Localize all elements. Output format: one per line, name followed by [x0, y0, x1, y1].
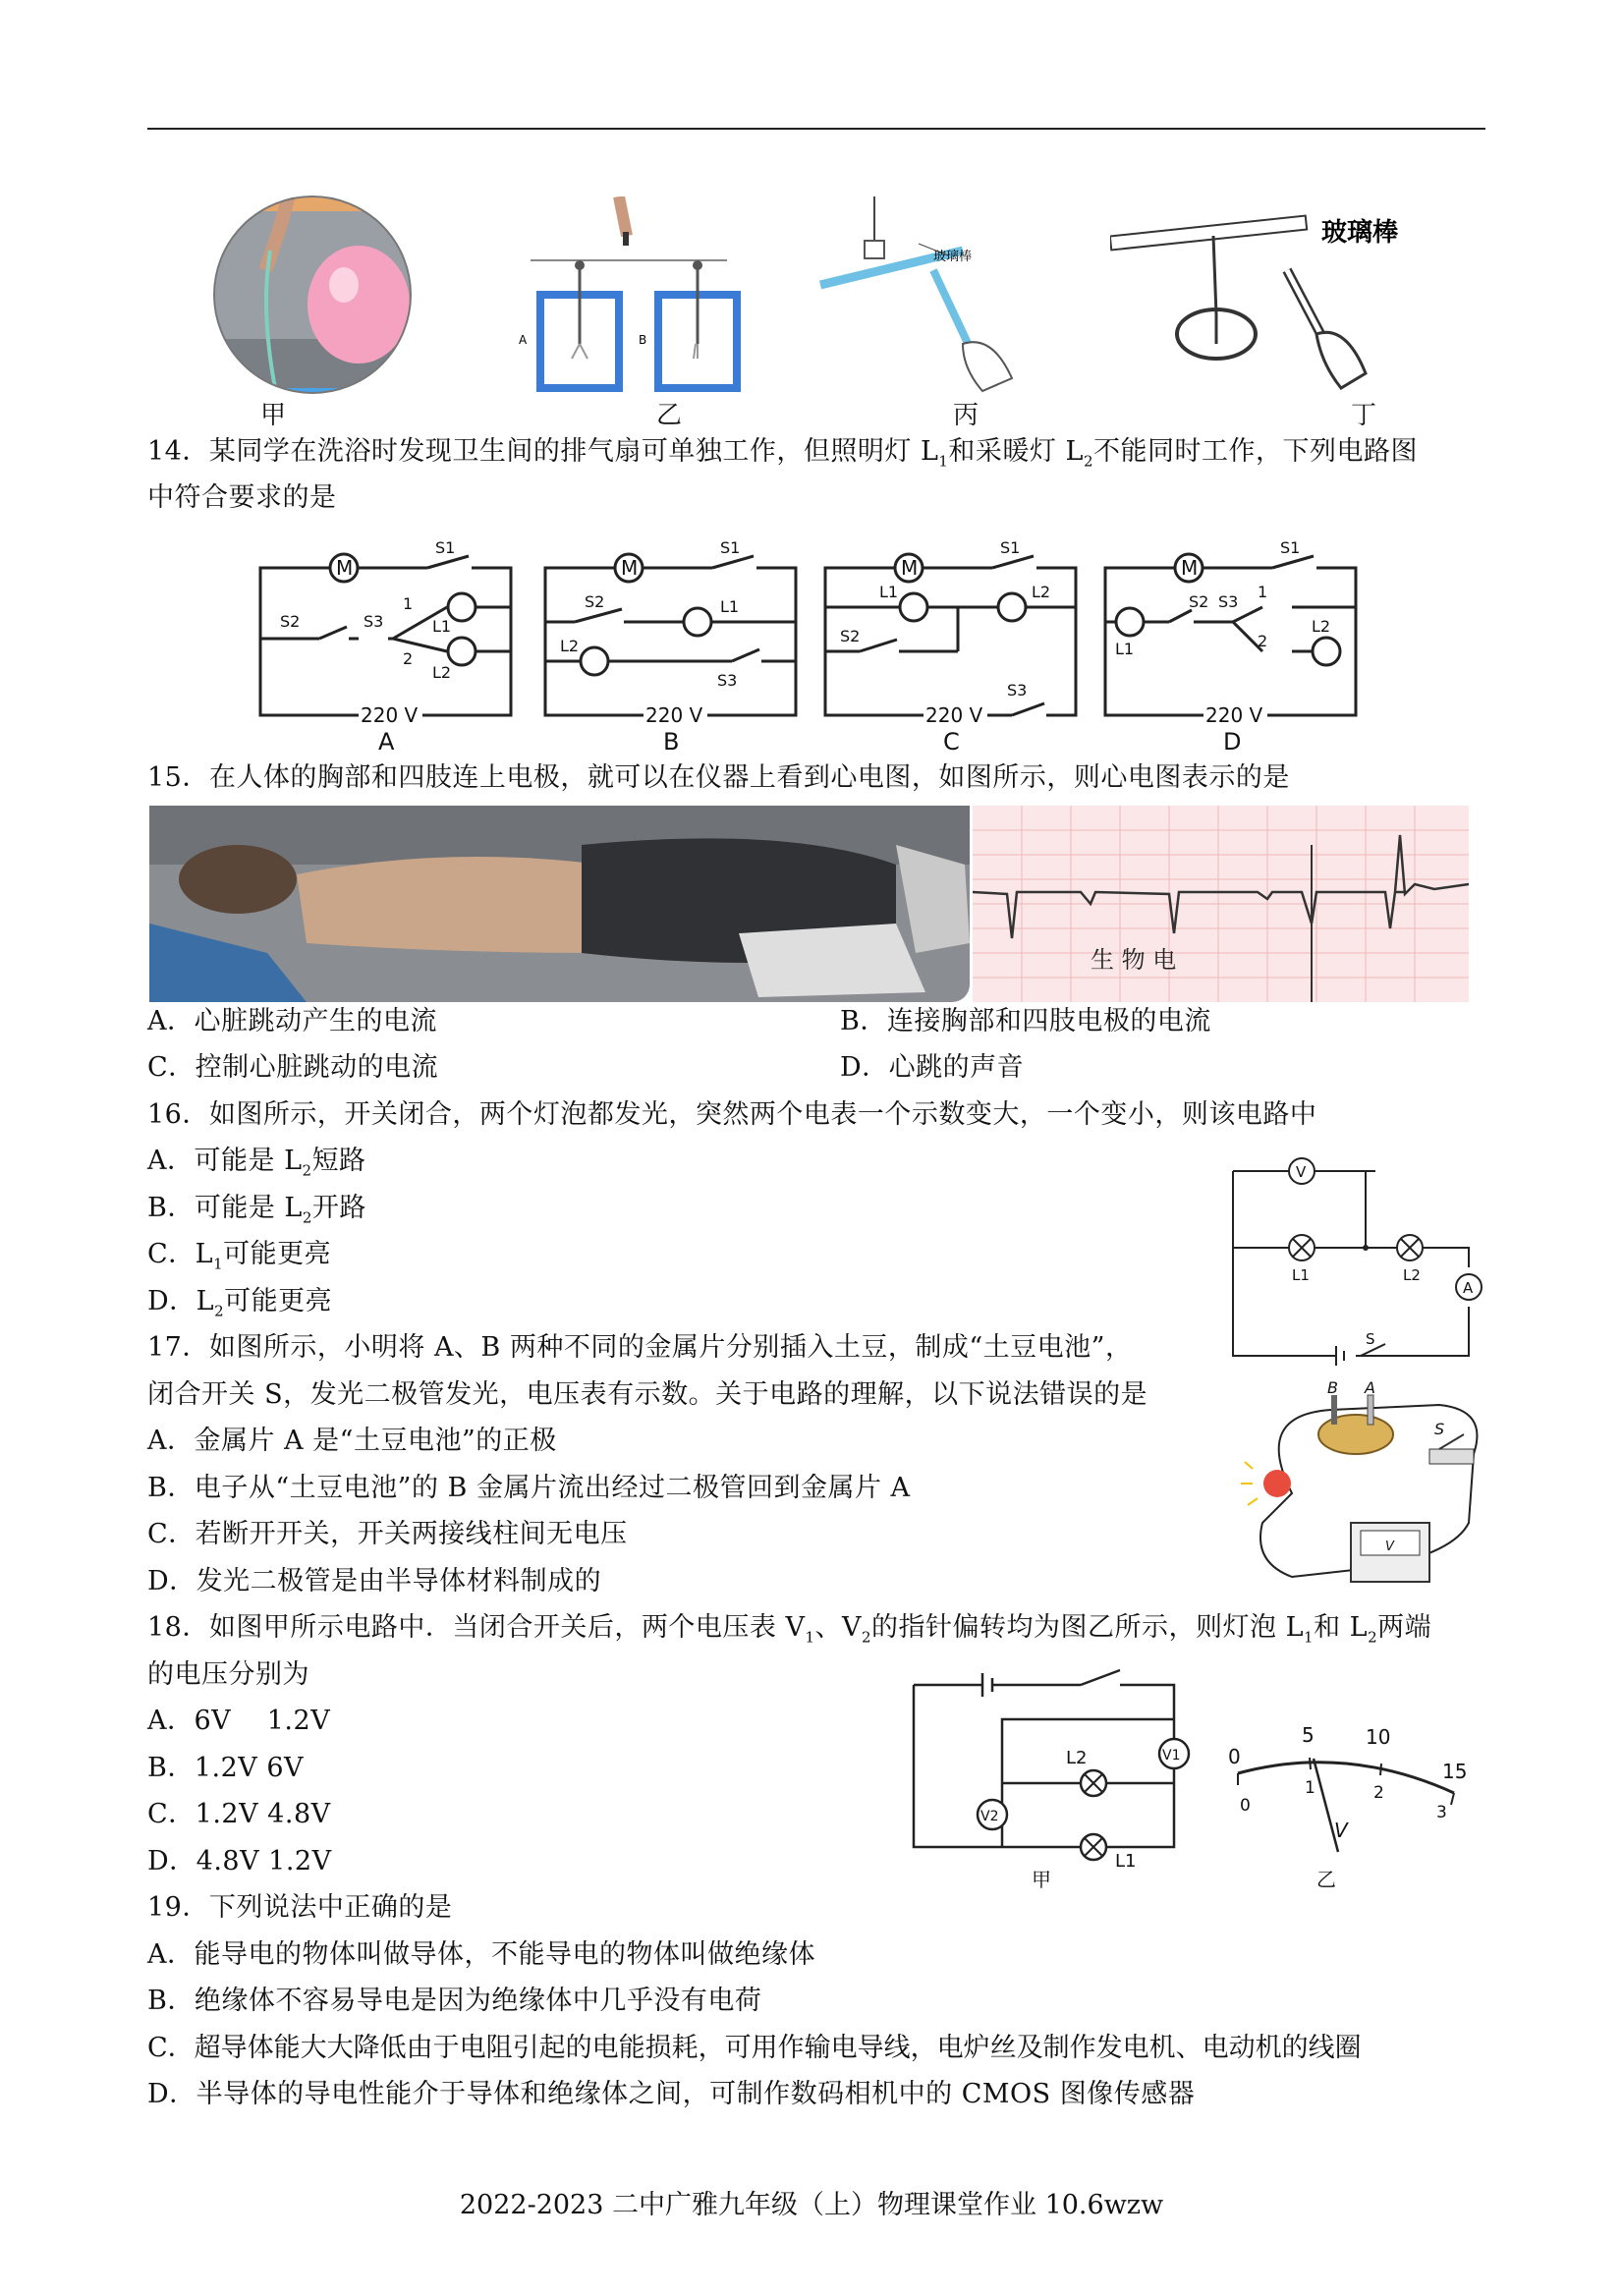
c-l2: L2 [1032, 583, 1051, 601]
caption-ding: 丁 [1351, 401, 1377, 430]
c-s1: S1 [1000, 538, 1021, 557]
circuit-a [260, 554, 511, 715]
motor-a-label: M [336, 556, 354, 580]
a-l2: L2 [432, 663, 452, 682]
q19-option-b: B．绝缘体不容易导电是因为绝缘体中几乎没有电荷 [147, 1986, 762, 2016]
dial-top-5: 5 [1302, 1723, 1315, 1747]
q16-circuit [1223, 1149, 1488, 1371]
q17-stem-line1: 17．如图所示，小明将 A、B 两种不同的金属片分别插入土豆，制成“土豆电池”， [147, 1332, 1133, 1363]
ecg-label: 生 物 电 [1091, 946, 1177, 974]
q18-option-c: C．1.2V 4.8V [147, 1799, 331, 1829]
q18-stem-line1: 18．如图甲所示电路中．当闭合开关后，两个电压表 $V_1$、$V_2$的指针偏转均为图乙所示，则灯泡 $L_1$和 $L_2$两端 [147, 1612, 1432, 1647]
b-s3: S3 [717, 671, 738, 690]
d-n1: 1 [1258, 583, 1268, 601]
q15-option-d: D．心跳的声音 [840, 1052, 1025, 1083]
q16-switch-label: S [1366, 1330, 1375, 1348]
glass-rod-figure [815, 196, 1022, 393]
d-s1: S1 [1280, 538, 1301, 557]
q16-l2-label: L2 [1403, 1266, 1421, 1284]
voltage-b-label: 220 V [645, 703, 703, 727]
q15-option-c: C．控制心脏跳动的电流 [147, 1052, 439, 1083]
q17-option-d: D．发光二极管是由半导体材料制成的 [147, 1566, 602, 1596]
voltage-c-label: 220 V [925, 703, 983, 727]
b-l2: L2 [560, 637, 580, 655]
q15-option-b: B．连接胸部和四肢电极的电流 [840, 1006, 1211, 1036]
circuit-label-b: B [663, 728, 680, 755]
q17-potato-battery-figure [1233, 1375, 1488, 1601]
q18-circuit-jia [909, 1665, 1203, 1896]
q17-b-label: B [1327, 1378, 1338, 1397]
q17-s-label: S [1434, 1420, 1445, 1438]
b-l1: L1 [720, 597, 740, 616]
circuit-c [825, 554, 1076, 715]
motor-c-label: M [901, 556, 919, 580]
q18-v1-label: V1 [1162, 1748, 1181, 1764]
q16-ammeter-label: A [1463, 1279, 1474, 1297]
dial-bottom-0: 0 [1240, 1796, 1251, 1816]
d-s2: S2 [1189, 592, 1209, 611]
q14-stem-line1: 14．某同学在洗浴时发现卫生间的排气扇可单独工作，但照明灯 $L_1$和采暖灯 $L_2$不能同时工作，下列电路图 [147, 436, 1418, 471]
q16-voltmeter-label: V [1296, 1163, 1307, 1181]
dial-bottom-3: 3 [1436, 1803, 1447, 1822]
q14-stem-line2: 中符合要求的是 [147, 482, 337, 513]
q18-v2-label: V2 [980, 1809, 999, 1824]
d-l1: L1 [1115, 640, 1135, 658]
caption-yi: 乙 [656, 401, 683, 430]
d-s3: S3 [1218, 592, 1239, 611]
d-n2: 2 [1258, 632, 1268, 650]
circuit-label-c: C [943, 728, 960, 755]
caption-jia: 甲 [260, 401, 287, 430]
q17-stem-line2: 闭合开关 S，发光二极管发光，电压表有示数。关于电路的理解，以下说法错误的是 [147, 1379, 1148, 1410]
q17-option-a: A．金属片 A 是“土豆电池”的正极 [147, 1426, 557, 1456]
q18-l2-label: L2 [1066, 1748, 1088, 1768]
dial-top-15: 15 [1442, 1760, 1468, 1783]
header-rule [147, 128, 1485, 130]
ecg-patient-photo [149, 806, 970, 1002]
a-l1: L1 [432, 617, 452, 636]
a-s1: S1 [435, 538, 456, 557]
q16-option-d: D．$L_2$可能更亮 [147, 1286, 333, 1320]
dial-bottom-2: 2 [1373, 1783, 1384, 1803]
b-s2: S2 [585, 592, 605, 611]
q16-stem: 16．如图所示，开关闭合，两个灯泡都发光，突然两个电表一个示数变大，一个变小，则该电路中 [147, 1099, 1317, 1130]
glass-rod-small-label: 玻璃棒 [933, 250, 973, 264]
electroscope-a-label: A [519, 333, 528, 347]
motor-b-label: M [621, 556, 639, 580]
a-s2: S2 [280, 612, 301, 631]
q18-caption-yi: 乙 [1316, 1868, 1336, 1891]
q19-option-a: A．能导电的物体叫做导体，不能导电的物体叫做绝缘体 [147, 1939, 815, 1970]
q16-option-b: B．可能是 $L_2$开路 [147, 1193, 366, 1227]
caption-bing: 丙 [953, 401, 979, 430]
dial-top-0: 0 [1228, 1745, 1241, 1768]
q19-stem: 19．下列说法中正确的是 [147, 1892, 453, 1923]
q18-l1-label: L1 [1115, 1851, 1137, 1872]
c-s3: S3 [1007, 681, 1028, 700]
q17-option-b: B．电子从“土豆电池”的 B 金属片流出经过二极管回到金属片 A [147, 1473, 911, 1503]
q14-circuit-diagrams [251, 529, 1380, 755]
q19-option-d: D．半导体的导电性能介于导体和绝缘体之间，可制作数码相机中的 CMOS 图像传感器 [147, 2079, 1196, 2109]
voltage-d-label: 220 V [1205, 703, 1263, 727]
glass-rod-label: 玻璃棒 [1321, 218, 1399, 248]
q18-caption-jia: 甲 [1032, 1868, 1051, 1891]
q18-stem-line2: 的电压分别为 [147, 1659, 309, 1690]
voltage-a-label: 220 V [361, 703, 419, 727]
a-n2: 2 [403, 649, 414, 668]
suspended-rod-figure [1110, 196, 1405, 393]
q16-option-a: A．可能是 $L_2$短路 [147, 1146, 366, 1180]
q17-option-c: C．若断开开关，开关两接线柱间无电压 [147, 1519, 628, 1549]
dial-unit: V [1334, 1819, 1348, 1842]
q18-voltmeter-dial [1218, 1705, 1474, 1896]
balloon-photo [211, 192, 418, 398]
ecg-chart [973, 806, 1469, 1002]
circuit-label-d: D [1223, 728, 1242, 755]
dial-bottom-1: 1 [1305, 1778, 1315, 1798]
q16-l1-label: L1 [1292, 1266, 1310, 1284]
q18-option-a: A．6V 1.2V [147, 1706, 331, 1736]
a-n1: 1 [403, 594, 414, 613]
q15-option-a: A．心脏跳动产生的电流 [147, 1006, 437, 1036]
electroscope-figure [511, 196, 747, 393]
electroscope-b-label: B [639, 333, 647, 347]
q19-option-c: C．超导体能大大降低由于电阻引起的电能损耗，可用作输电导线，电炉丝及制作发电机、电动机的线圈 [147, 2033, 1362, 2063]
b-s1: S1 [720, 538, 741, 557]
circuit-b [545, 554, 796, 715]
d-l2: L2 [1312, 617, 1331, 636]
q18-option-d: D．4.8V 1.2V [147, 1846, 332, 1876]
motor-d-label: M [1181, 556, 1199, 580]
q18-option-b: B．1.2V 6V [147, 1753, 305, 1783]
q15-stem: 15．在人体的胸部和四肢连上电极，就可以在仪器上看到心电图，如图所示，则心电图表示的是 [147, 762, 1290, 793]
dial-top-10: 10 [1366, 1725, 1391, 1749]
q16-option-c: C．$L_1$可能更亮 [147, 1239, 332, 1273]
q17-v-label: V [1385, 1540, 1394, 1554]
c-s2: S2 [840, 627, 861, 645]
a-s3: S3 [364, 612, 384, 631]
circuit-label-a: A [378, 728, 395, 755]
page-footer: 2022-2023 二中广雅九年级（上）物理课堂作业 10.6wzw [459, 2190, 1164, 2220]
c-l1: L1 [879, 583, 899, 601]
q17-a-label: A [1365, 1378, 1375, 1397]
